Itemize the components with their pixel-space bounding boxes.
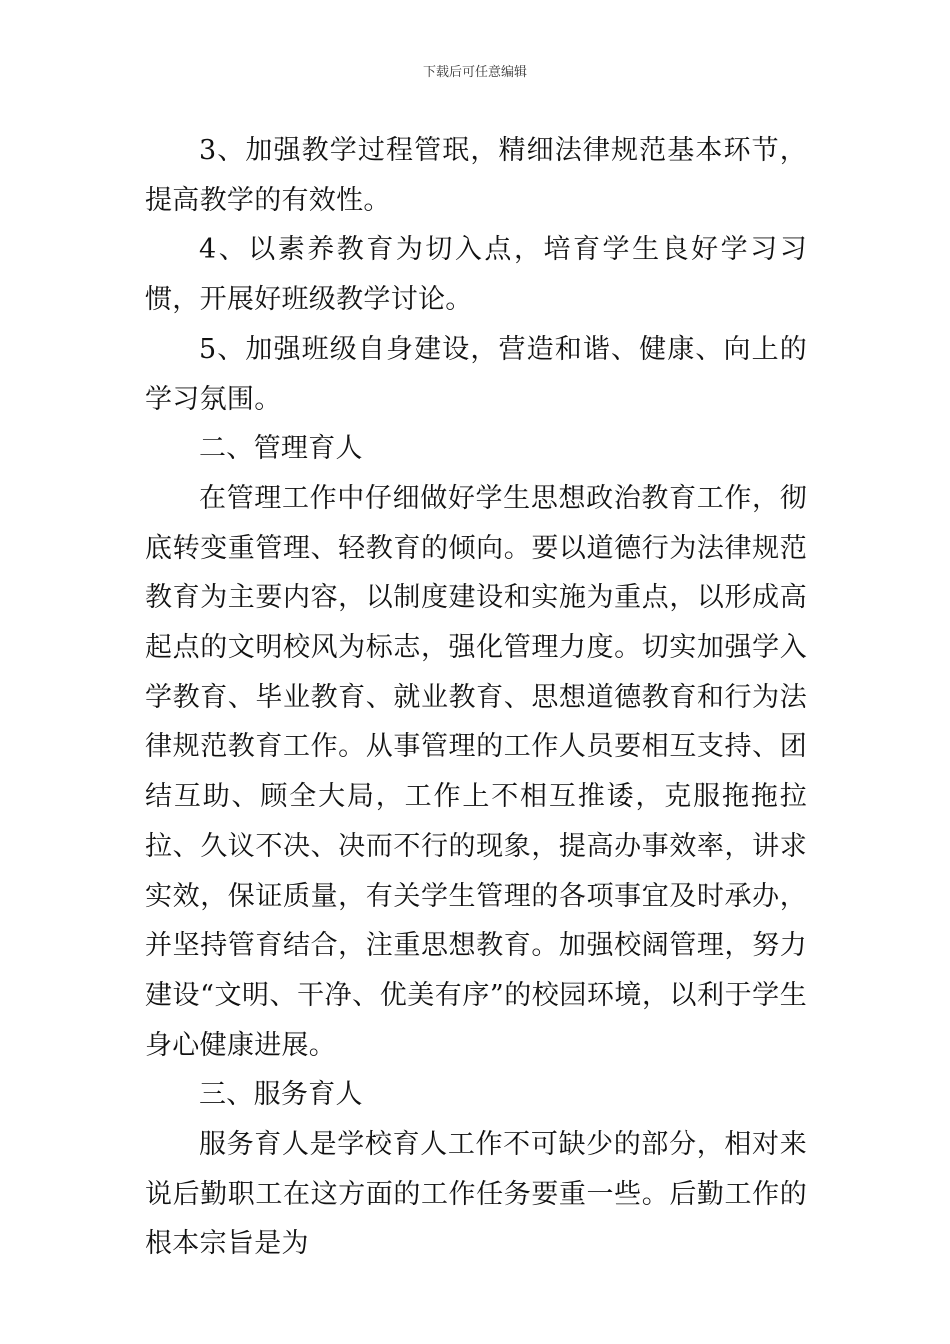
paragraph-service: 服务育人是学校育人工作不可缺少的部分，相对来说后勤职工在这方面的工作任务要重一些。后勤工作的根本宗旨是为 [145,1129,807,1260]
paragraph-item-4: 4、以素养教育为切入点，培育学生良好学习习惯，开展好班级教学讨论。 [145,234,807,316]
paragraph-management: 在管理工作中仔细做好学生思想政治教育工作，彻底转变重管理、轻教育的倾向。要以道德行为法律规范教育为主要内容，以制度建设和实施为重点，以形成高起点的文明校风为标志，强化管理力度。切实加强学入学教育、毕业教育、就业教育、思想道德教育和行为法律规范教育工作。从事管理的工作人员要相互支持、团结互助、顾全大局，工作上不相互推诿，克服拖拖拉拉、久议不决、决而不行的现象，提高办事效率，讲求实效，保证质量，有关学生管理的各项事宜及时承办，并坚持管育结合，注重思想教育。加强校阔管理，努力建设“文明、干净、优美有序”的校园环境，以利于学生身心健康进展。 [145,482,807,1061]
paragraph-item-3: 3、加强教学过程管珉，精细法律规范基本环节，提高教学的有效性。 [145,135,807,216]
section-heading-service: 三、服务育人 [199,1079,363,1111]
page-header: 下载后可任意编辑 [422,65,527,80]
document-body [145,126,807,1269]
paragraph-item-5: 5、加强班级自身建设，营造和谐、健康、向上的学习氛围。 [145,333,807,415]
section-heading-management: 二、管理育人 [199,433,363,465]
